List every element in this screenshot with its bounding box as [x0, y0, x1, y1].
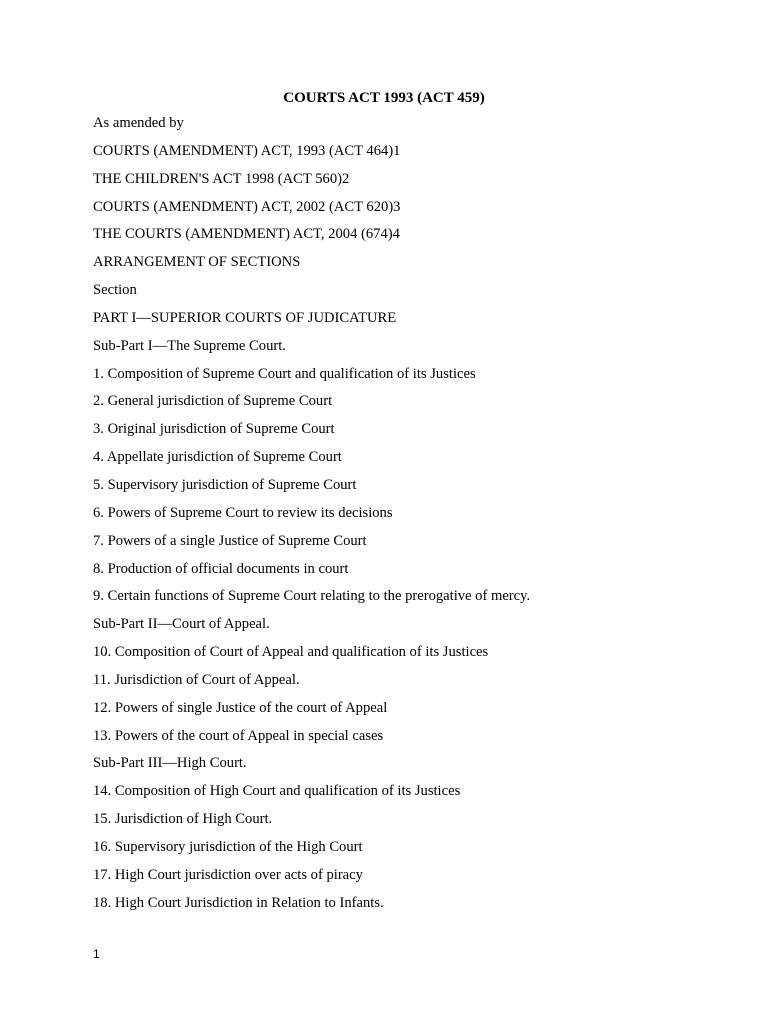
- section-entry: 8. Production of official documents in court: [93, 560, 349, 577]
- section-entry: 4. Appellate jurisdiction of Supreme Court: [93, 449, 342, 466]
- arrangement-heading: ARRANGEMENT OF SECTIONS: [93, 254, 301, 271]
- section-entry: 18. High Court Jurisdiction in Relation to Infants.: [93, 894, 384, 911]
- section-entry: 17. High Court jurisdiction over acts of piracy: [93, 866, 363, 883]
- page-number: 1: [93, 947, 100, 961]
- amendment-line: COURTS (AMENDMENT) ACT, 2002 (ACT 620)3: [93, 198, 401, 215]
- document-title: COURTS ACT 1993 (ACT 459): [283, 90, 485, 106]
- section-entry: 5. Supervisory jurisdiction of Supreme Court: [93, 476, 357, 493]
- section-entry: 7. Powers of a single Justice of Supreme Court: [93, 532, 367, 549]
- sub-part-heading: Sub-Part I—The Supreme Court.: [93, 337, 286, 354]
- section-heading: Section: [93, 282, 137, 299]
- section-entry: 10. Composition of Court of Appeal and qualification of its Justices: [93, 644, 489, 661]
- amendment-line: COURTS (AMENDMENT) ACT, 1993 (ACT 464)1: [93, 142, 401, 159]
- section-entry: 3. Original jurisdiction of Supreme Court: [93, 421, 335, 438]
- section-entry: 1. Composition of Supreme Court and qualification of its Justices: [93, 365, 476, 382]
- sub-part-heading: Sub-Part III—High Court.: [93, 755, 247, 772]
- section-entry: 13. Powers of the court of Appeal in special cases: [93, 727, 384, 744]
- document-body: [93, 113, 530, 920]
- section-entry: 12. Powers of single Justice of the court of Appeal: [93, 699, 388, 716]
- section-entry: 11. Jurisdiction of Court of Appeal.: [93, 671, 300, 688]
- amended-by-line: As amended by: [93, 115, 184, 131]
- section-entry: 14. Composition of High Court and qualification of its Justices: [93, 783, 461, 800]
- section-entry: 2. General jurisdiction of Supreme Court: [93, 393, 333, 410]
- amendment-line: THE CHILDREN'S ACT 1998 (ACT 560)2: [93, 170, 350, 187]
- amendment-line: THE COURTS (AMENDMENT) ACT, 2004 (674)4: [93, 226, 400, 243]
- part-heading: PART I—SUPERIOR COURTS OF JUDICATURE: [93, 309, 397, 326]
- section-entry: 15. Jurisdiction of High Court.: [93, 811, 273, 828]
- section-entry: 6. Powers of Supreme Court to review its decisions: [93, 504, 393, 521]
- section-entry: 16. Supervisory jurisdiction of the High Court: [93, 838, 363, 855]
- section-entry: 9. Certain functions of Supreme Court relating to the prerogative of mercy.: [93, 588, 531, 605]
- sub-part-heading: Sub-Part II—Court of Appeal.: [93, 616, 270, 633]
